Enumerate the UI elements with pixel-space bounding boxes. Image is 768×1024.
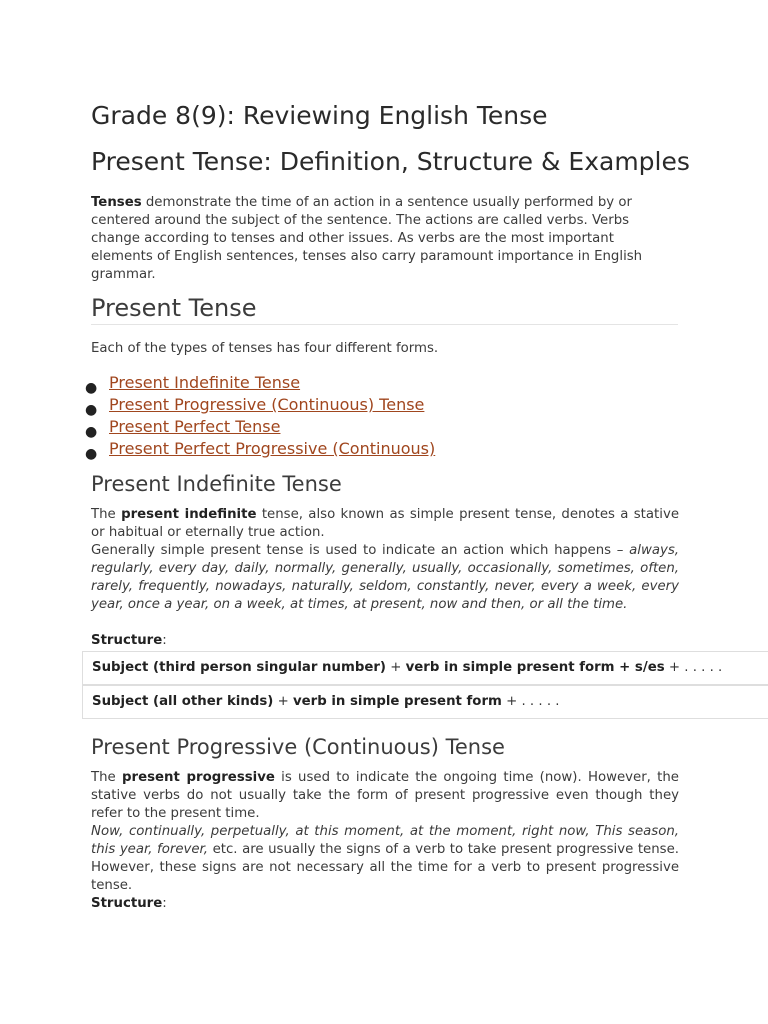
intro-text: demonstrate the time of an action in a sentence usually performed by or centered around the subject of the sentence. The actions are called verbs. Verbs change according to tenses and other issues. As verbs are the most important elements of English sentences, tenses also carry paramount importance in English grammar.: [91, 195, 643, 282]
list-item: [85, 438, 435, 460]
section-heading-present-indefinite: Present Indefinite Tense: [91, 472, 342, 496]
link-present-progressive[interactable]: Present Progressive (Continuous) Tense: [109, 395, 425, 414]
progressive-signs: [91, 823, 679, 895]
colon: :: [162, 633, 167, 648]
bullet-icon: ●: [85, 380, 98, 396]
text-segment: Generally simple present tense is used to indicate an action which happens –: [91, 543, 630, 558]
plus-sign: +: [386, 660, 406, 675]
list-item: [85, 372, 435, 394]
forms-note: Each of the types of tenses has four different forms.: [91, 341, 439, 356]
structure-subject: Subject (third person singular number): [92, 660, 387, 675]
text-segment: is used to indicate the ongoing time (now). However, the stative verbs do not usually take the form of present progressive even though they refer to the present time.: [91, 770, 679, 821]
plus-sign: +: [273, 694, 293, 709]
intro-bold-term: Tenses: [91, 195, 142, 210]
list-item: [85, 416, 435, 438]
indefinite-usage: [91, 542, 679, 614]
progressive-definition: [91, 769, 679, 823]
section-heading-present-tense: Present Tense: [91, 294, 257, 322]
link-present-perfect[interactable]: Present Perfect Tense: [109, 417, 281, 436]
bold-term: present indefinite: [121, 507, 257, 522]
bold-term: present progressive: [122, 770, 275, 785]
link-present-perfect-progressive[interactable]: Present Perfect Progressive (Continuous): [109, 439, 436, 458]
bullet-icon: ●: [85, 424, 98, 440]
structure-tail: + . . . . .: [501, 694, 560, 709]
structure-tail: + . . . . .: [664, 660, 723, 675]
text-segment: etc. are usually the signs of a verb to take present progressive tense. However, these signs are not necessary all the time for a verb to present progressive tense.: [91, 842, 679, 893]
text-segment: tense, also known as simple present tense, denotes a stative or habitual or eternally true action.: [91, 507, 680, 540]
structure-label-text: Structure: [91, 633, 163, 648]
structure-verb: verb in simple present form + s/es: [405, 660, 665, 675]
bullet-icon: ●: [85, 402, 98, 418]
structure-label-text: Structure: [91, 896, 163, 911]
tense-links-list: [85, 372, 435, 460]
adverb-list: Now, continually, perpetually, at this moment, at the moment, right now, This season, this year, forever,: [91, 824, 679, 857]
section-heading-present-progressive: Present Progressive (Continuous) Tense: [91, 735, 505, 759]
indefinite-definition: [91, 506, 679, 542]
text-segment: The: [91, 507, 122, 522]
structure-row: [82, 651, 768, 685]
structure-label: [91, 632, 679, 650]
list-item: [85, 394, 435, 416]
section-divider: [91, 324, 678, 325]
intro-paragraph: [91, 194, 679, 284]
structure-subject: Subject (all other kinds): [92, 694, 274, 709]
link-present-indefinite[interactable]: Present Indefinite Tense: [109, 373, 301, 392]
text-segment: The: [91, 770, 122, 785]
bullet-icon: ●: [85, 446, 98, 462]
page-subtitle: Present Tense: Definition, Structure & Examples: [91, 147, 690, 176]
page-title: Grade 8(9): Reviewing English Tense: [91, 101, 548, 130]
structure-verb: verb in simple present form: [292, 694, 502, 709]
structure-label: [91, 895, 679, 913]
structure-row: [82, 685, 768, 719]
colon: :: [162, 896, 167, 911]
adverb-list: always, regularly, every day, daily, normally, generally, usually, occasionally, sometimes, often, rarely, frequently, nowadays, naturally, seldom, constantly, never, every a week, every year, once a year, on a week, at times, at present, now and then, or all the time.: [91, 543, 679, 612]
